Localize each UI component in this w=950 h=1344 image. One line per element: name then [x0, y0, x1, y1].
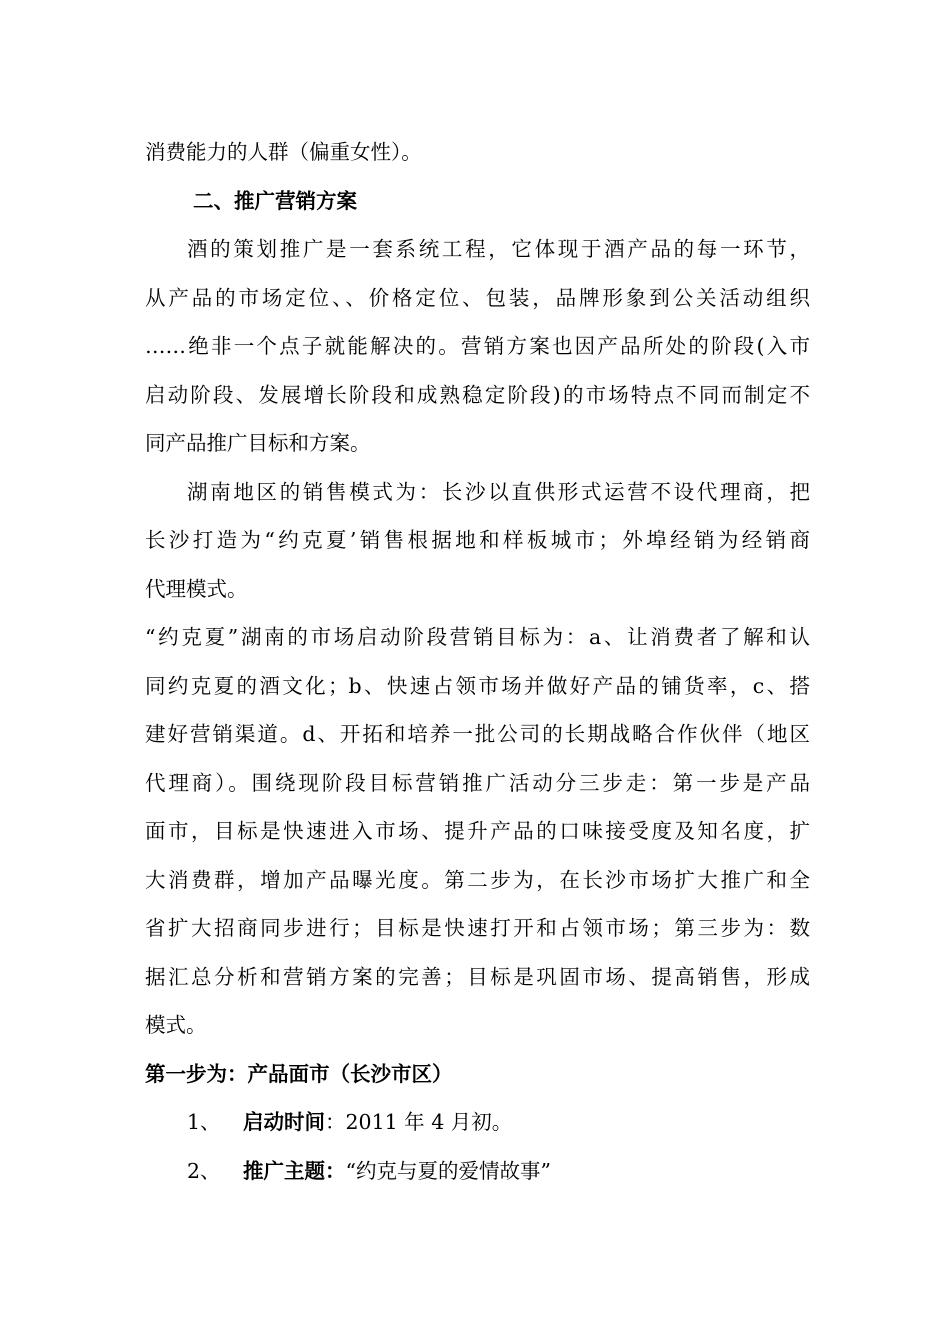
list-value: “约克与夏的爱情故事”	[345, 1158, 551, 1183]
text-line: 长沙打造为“约克夏’销售根据地和样板城市；外埠经销为经销商	[145, 528, 810, 552]
text-line: 同约克夏的酒文化；b、快速占领市场并做好产品的铺货率，c、搭	[145, 673, 810, 698]
list-number: 2、	[187, 1158, 221, 1183]
text-line: 酒的策划推广是一套系统工程，它体现于酒产品的每一环节，	[187, 237, 810, 261]
list-label: 推广主题：	[243, 1158, 346, 1183]
text-line: “约克夏”湖南的市场启动阶段营销目标为：a、让消费者了解和认	[145, 625, 810, 649]
text-line: 湖南地区的销售模式为：长沙以直供形式运营不设代理商，把	[187, 479, 810, 504]
list-value: ：2011 年 4 月初。	[325, 1110, 513, 1134]
list-item	[145, 1098, 810, 1147]
section-heading: 二、推广营销方案	[193, 188, 357, 213]
text-line: ……绝非一个点子就能解决的。营销方案也因产品所处的阶段(入市	[145, 334, 810, 358]
text-line: 从产品的市场定位、、价格定位、包装，品牌形象到公关活动组织	[145, 285, 810, 310]
text-line: 面市，目标是快速进入市场、提升产品的口味接受度及知名度，扩	[145, 819, 810, 843]
text-line: 大消费群，增加产品曝光度。第二步为，在长沙市场扩大推广和全	[145, 867, 810, 892]
list-number: 1、	[187, 1110, 221, 1134]
text-line: 消费能力的人群（偏重女性）。	[145, 140, 422, 164]
text-line: 同产品推广目标和方案。	[145, 431, 371, 455]
list-item	[145, 1147, 810, 1196]
text-line: 代理模式。	[145, 576, 248, 601]
text-line: 建好营销渠道。d、开拓和培养一批公司的长期战略合作伙伴（地区	[145, 722, 810, 746]
text-line: 模式。	[145, 1013, 207, 1037]
text-line: 代理商）。围绕现阶段目标营销推广活动分三步走：第一步是产品	[145, 770, 810, 795]
text-line: 省扩大招商同步进行；目标是快速打开和占领市场；第三步为：数	[145, 916, 810, 940]
list-label: 启动时间	[243, 1110, 325, 1134]
text-line: 启动阶段、发展增长阶段和成熟稳定阶段)的市场特点不同而制定不	[145, 382, 810, 407]
section-heading: 第一步为：产品面市（长沙市区）	[145, 1061, 453, 1086]
document-page	[145, 128, 810, 1195]
text-line: 据汇总分析和营销方案的完善；目标是巩固市场、提高销售，形成	[145, 964, 810, 989]
document-body	[145, 128, 810, 1098]
